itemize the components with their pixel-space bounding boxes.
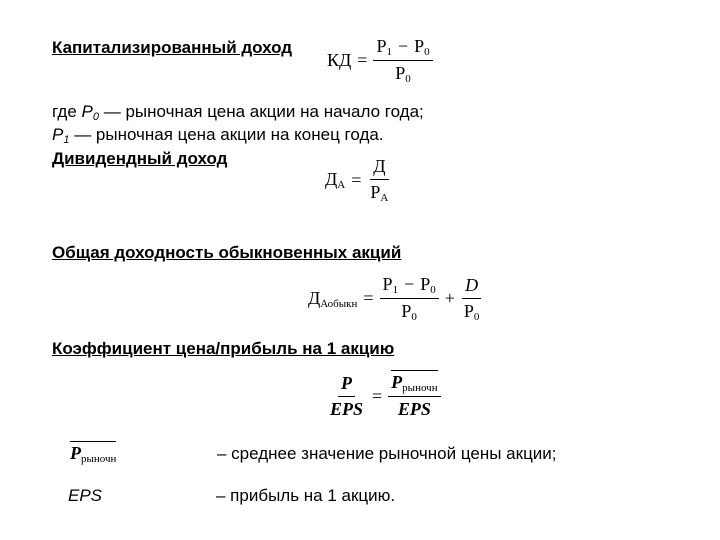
capital-income-heading: Капитализированный доход bbox=[52, 38, 293, 57]
total-numerator-1: $P_1 - P_0$ bbox=[380, 274, 439, 299]
dividend-numerator: Д bbox=[370, 156, 388, 180]
dividend-fraction bbox=[367, 156, 391, 204]
total-return-heading: Общая доходность обыкновенных акций bbox=[52, 243, 402, 262]
pe-left-numerator: P bbox=[338, 373, 355, 397]
total-lhs: $Д_{Аобыкн}$ bbox=[308, 287, 358, 310]
total-denominator-2: $P_0$ bbox=[463, 300, 480, 323]
total-numerator-2: D bbox=[462, 275, 481, 299]
total-fraction-1 bbox=[380, 274, 439, 323]
pe-left-fraction bbox=[327, 373, 366, 420]
total-denominator-1: $P_0$ bbox=[401, 301, 417, 323]
capital-equals: = bbox=[357, 50, 368, 70]
capital-numerator: $P_1 - P_0$ bbox=[373, 36, 432, 61]
pe-ratio-formula bbox=[327, 372, 441, 420]
capital-fraction bbox=[373, 36, 432, 85]
capital-denominator: $P_0$ bbox=[395, 63, 411, 85]
pe-equals: = bbox=[372, 385, 383, 406]
dividend-income-formula bbox=[325, 156, 391, 204]
capital-income-formula bbox=[327, 36, 433, 85]
dividend-denominator: $P_А$ bbox=[370, 182, 389, 204]
pe-ratio-heading: Коэффициент цена/прибыль на 1 акцию bbox=[52, 339, 395, 358]
capital-lhs: КД bbox=[327, 50, 352, 70]
legend-eps-text: – прибыль на 1 акцию. bbox=[216, 486, 396, 505]
dividend-income-heading: Дивидендный доход bbox=[52, 149, 228, 168]
dividend-lhs: $Д_А$ bbox=[325, 169, 346, 191]
pe-right-denominator: EPS bbox=[397, 399, 431, 419]
definition-p0: где $P_0$ — рыночная цена акции на начало года; bbox=[52, 102, 424, 123]
total-fraction-2 bbox=[461, 275, 483, 323]
pe-right-numerator: $P_{рыночн}$ bbox=[388, 372, 440, 397]
total-equals: = bbox=[363, 288, 374, 308]
pe-right-fraction bbox=[388, 372, 440, 420]
legend-symbol-eps: EPS bbox=[68, 486, 103, 505]
total-return-formula bbox=[308, 274, 482, 323]
pe-left-denominator: EPS bbox=[330, 398, 364, 419]
legend-price-text: – среднее значение рыночной цены акции; bbox=[217, 444, 557, 463]
legend-symbol-price: $P_{рыночн}$ bbox=[70, 443, 117, 465]
total-plus: + bbox=[444, 288, 455, 308]
dividend-equals: = bbox=[351, 169, 362, 190]
definition-p1: $P_1$ — рыночная цена акции на конец года. bbox=[52, 125, 384, 146]
